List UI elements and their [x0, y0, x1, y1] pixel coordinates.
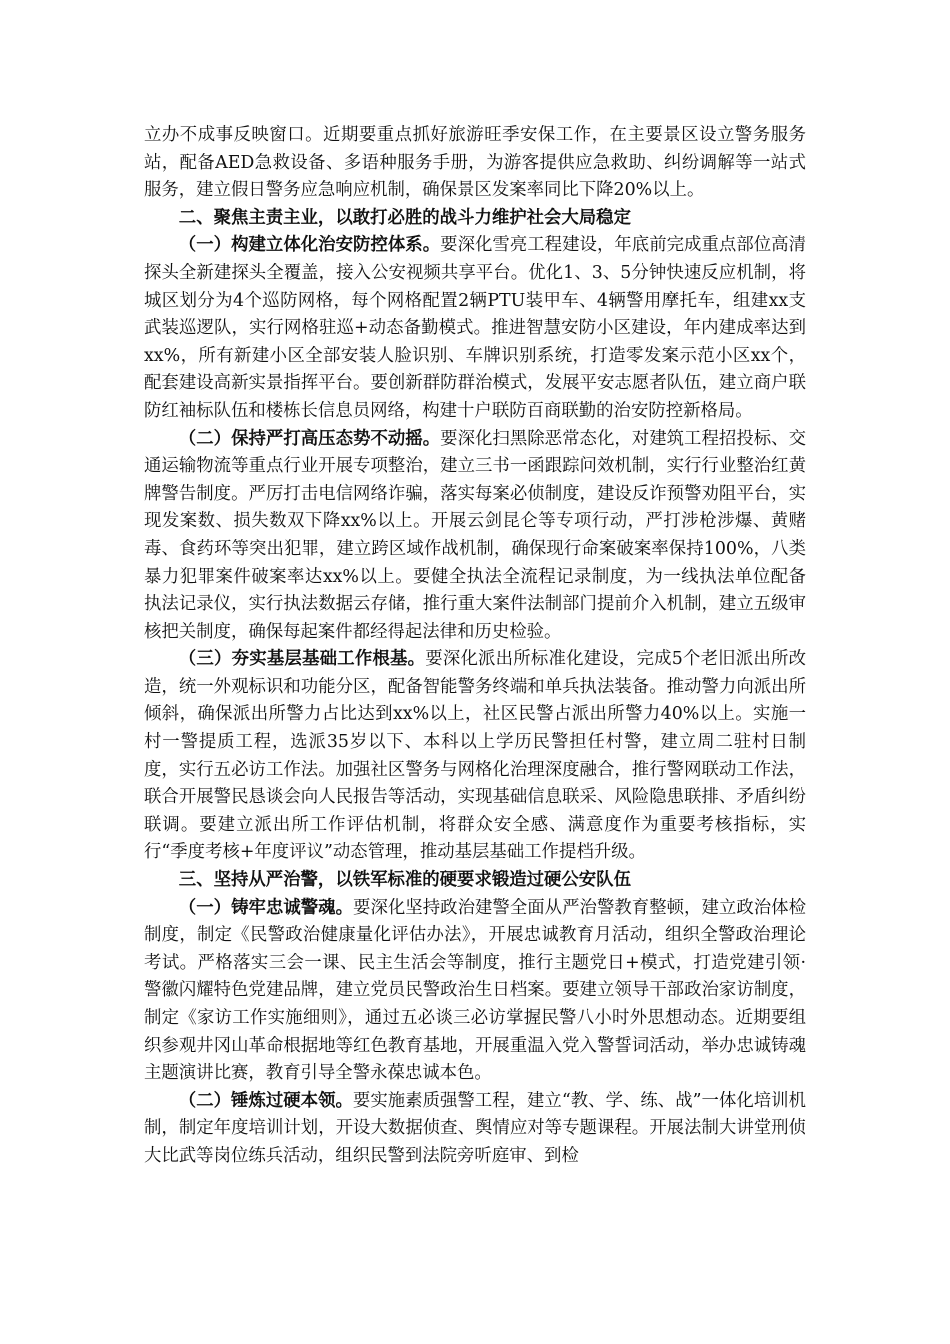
paragraph-text: 要实施素质强警工程，建立“教、学、练、战”一体化培训机制，制定年度培训计划，开设大数据侦查、舆情应对等专题课程。开展法制大讲堂刑侦大比武等岗位练兵活动，组织民警到法院旁听庭审、到检 — [144, 1090, 806, 1166]
paragraph-text: 要深化坚持政治建警全面从严治警教育整顿，建立政治体检制度，制定《民警政治健康量化评估办法》，开展忠诚教育月活动，组织全警政治理论考试。严格落实三会一课、民主生活会等制度，推行主题党日+模式，打造党建引领·警徽闪耀特色党建品牌，建立党员民警政治生日档案。要建立领导干部政治家访制度，制定《家访工作实施细则》，通过五必谈三必访掌握民警八小时外思想动态。近期要组织参观井冈山革命根据地等红色教育基地，开展重温入党入警誓词活动，举办忠诚铸魂主题演讲比赛，教育引导全警永葆忠诚本色。 — [144, 897, 806, 1084]
paragraph-continuation: 立办不成事反映窗口。近期要重点抓好旅游旺季安保工作，在主要景区设立警务服务站，配备AED急救设备、多语种服务手册，为游客提供应急救助、纠纷调解等一站式服务，建立假日警务应急响应机制，确保景区发案率同比下降20%以上。 — [144, 125, 806, 201]
paragraph-lead: （三）夯实基层基础工作根基。 — [178, 649, 426, 670]
paragraph-text: 要深化派出所标准化建设，完成5个老旧派出所改造，统一外观标识和功能分区，配备智能警务终端和单兵执法装备。推动警力向派出所倾斜，确保派出所警力占比达到xx%以上，社区民警占派出所警力40%以上。实施一村一警提质工程，选派35岁以下、本科以上学历民警担任村警，建立周二驻村日制度，实行五必访工作法。加强社区警务与网格化治理深度融合，推行警网联动工作法，联合开展警民恳谈会向人民报告等活动，实现基础信息联采、风险隐患联排、矛盾纠纷联调。要建立派出所工作评估机制，将群众安全感、满意度作为重要考核指标，实行“季度考核+年度评议”动态管理，推动基层基础工作提档升级。 — [144, 649, 806, 863]
paragraph-2-3 — [144, 646, 806, 867]
paragraph-text: 要深化扫黑除恶常态化，对建筑工程招投标、交通运输物流等重点行业开展专项整治，建立三书一函跟踪问效机制，实行行业整治红黄牌警告制度。严厉打击电信网络诈骗，落实每案必侦制度，建设反诈预警劝阻平台，实现发案数、损失数双下降xx%以上。开展云剑昆仑等专项行动，严打涉枪涉爆、黄赌毒、食药环等突出犯罪，建立跨区域作战机制，确保现行命案破案率保持100%，八类暴力犯罪案件破案率达xx%以上。要健全执法全流程记录制度，为一线执法单位配备执法记录仪，实行执法数据云存储，推行重大案件法制部门提前介入机制，建立五级审核把关制度，确保每起案件都经得起法律和历史检验。 — [144, 428, 806, 642]
paragraph-2-2 — [144, 426, 806, 647]
paragraph-lead: （一）铸牢忠诚警魂。 — [178, 897, 354, 918]
section-heading-2: 二、聚焦主责主业，以敢打必胜的战斗力维护社会大局稳定 — [178, 207, 631, 228]
paragraph-3-1 — [144, 895, 806, 1088]
paragraph-3-2 — [144, 1088, 806, 1171]
paragraph-lead: （二）保持严打高压态势不动摇。 — [178, 428, 441, 449]
section-heading-3: 三、坚持从严治警，以铁军标准的硬要求锻造过硬公安队伍 — [178, 870, 631, 891]
paragraph-text: 要深化雪亮工程建设，年底前完成重点部位高清探头全新建探头全覆盖，接入公安视频共享平台。优化1、3、5分钟快速反应机制，将城区划分为4个巡防网格，每个网格配置2辆PTU装甲车、4辆警用摩托车，组建xx支武装巡逻队，实行网格驻巡+动态备勤模式。推进智慧安防小区建设，年内建成率达到xx%，所有新建小区全部安装人脸识别、车牌识别系统，打造零发案示范小区xx个，配套建设高新实景指挥平台。要创新群防群治模式，发展平安志愿者队伍，建立商户联防红袖标队伍和楼栋长信息员网络，构建十户联防百商联勤的治安防控新格局。 — [144, 235, 806, 421]
document-body — [144, 122, 806, 1171]
paragraph-lead: （一）构建立体化治安防控体系。 — [178, 235, 441, 256]
paragraph-2-1 — [144, 232, 806, 425]
paragraph-lead: （二）锤炼过硬本领。 — [178, 1090, 353, 1111]
